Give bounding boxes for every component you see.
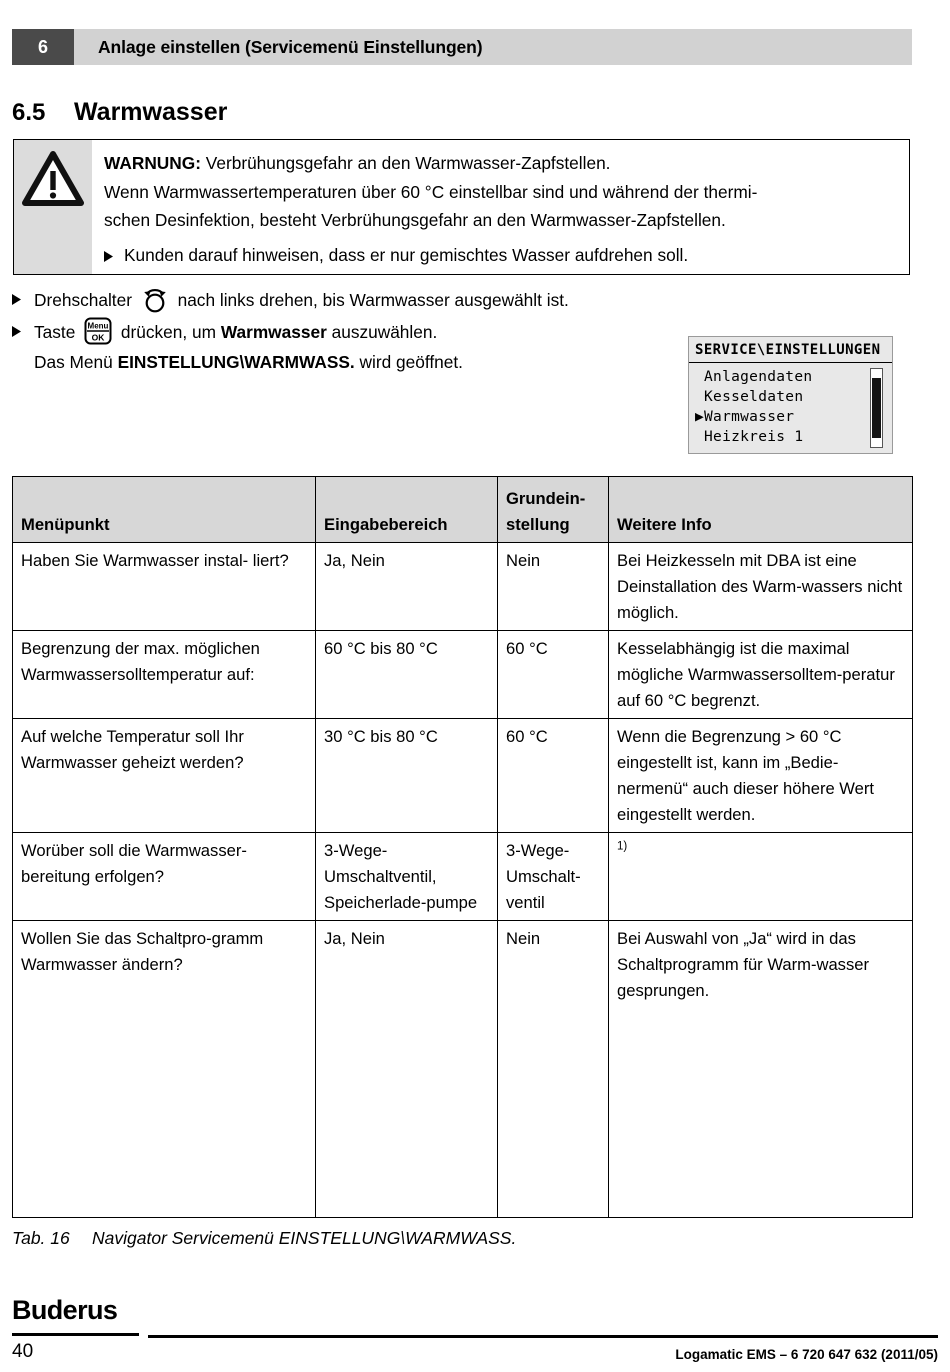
cell-weitere-info: Kesselabhängig ist die maximal mögliche Warmwassersolltem-peratur auf 60 °C begrenzt. xyxy=(609,631,913,719)
section-number: 6.5 xyxy=(12,99,46,126)
cell-grundeinstellung: 3-Wege-Umschalt-ventil xyxy=(498,833,609,921)
triangle-bullet-icon xyxy=(12,326,21,337)
column-header-eingabebereich: Eingabebereich xyxy=(316,477,498,543)
table-row xyxy=(13,833,913,921)
column-header-menupunkt: Menüpunkt xyxy=(13,477,316,543)
table-row xyxy=(13,719,913,833)
footer-document-reference: Logamatic EMS – 6 720 647 632 (2011/05) xyxy=(675,1347,938,1362)
warning-action-bullet xyxy=(104,241,897,270)
menu-ok-button-icon xyxy=(83,317,113,345)
step2-post-b: auszuwählen. xyxy=(326,322,438,342)
table-caption-text: Navigator Servicemenü EINSTELLUNG\WARMWASS. xyxy=(92,1228,517,1248)
table-header-row xyxy=(13,477,913,543)
lcd-menu-list xyxy=(689,363,892,447)
cell-grundeinstellung: 60 °C xyxy=(498,631,609,719)
table-head xyxy=(13,477,913,543)
lcd-scrollbar[interactable] xyxy=(870,368,883,448)
lcd-menu-item[interactable]: Heizkreis 1 xyxy=(695,429,804,445)
cell-weitere-info: Wenn die Begrenzung > 60 °C eingestellt ist, kann im „Bedie-nermenü“ auch dieser höhere Wert eingestellt werden. xyxy=(609,719,913,833)
column-header-weitere-info: Weitere Info xyxy=(609,477,913,543)
triangle-bullet-icon xyxy=(12,294,21,305)
warning-line-1-rest: Verbrühungsgefahr an den Warmwasser-Zapfstellen. xyxy=(200,153,611,173)
lcd-display-mockup xyxy=(688,336,893,454)
cell-weitere-info: Bei Auswahl von „Ja“ wird in das Schaltprogramm für Warm-wasser gesprungen. xyxy=(609,921,913,1218)
cell-eingabebereich: 3-Wege-Umschaltventil, Speicherlade-pumpe xyxy=(316,833,498,921)
table-row xyxy=(13,921,913,1218)
cell-grundeinstellung: 60 °C xyxy=(498,719,609,833)
warning-line-2: Wenn Warmwassertemperaturen über 60 °C einstellbar sind und während der thermi- xyxy=(104,181,758,202)
column-header-grundeinstellung-line1: Grundein- xyxy=(506,489,586,508)
cell-grundeinstellung: Nein xyxy=(498,921,609,1218)
lcd-title-bar: SERVICE\EINSTELLUNGEN xyxy=(689,337,892,363)
page-footer xyxy=(0,1295,950,1372)
brand-logo: Buderus xyxy=(12,1295,118,1325)
section-heading xyxy=(12,98,227,127)
svg-text:Menu: Menu xyxy=(87,321,109,331)
page-running-header xyxy=(12,29,912,65)
column-header-grundeinstellung xyxy=(498,477,609,543)
cell-eingabebereich: Ja, Nein xyxy=(316,543,498,631)
instruction-step-2 xyxy=(12,317,692,377)
table-body xyxy=(13,543,913,1218)
step2-line2-pre: Das Menü xyxy=(34,352,118,373)
instruction-step-2-text xyxy=(34,317,463,377)
lcd-menu-item[interactable]: Kesseldaten xyxy=(695,389,804,405)
running-header-title: Anlage einstellen (Servicemenü Einstellungen) xyxy=(98,36,483,57)
step2-pre-text: Taste xyxy=(34,322,81,342)
table-caption-label: Tab. 16 xyxy=(12,1228,70,1248)
warning-triangle-icon xyxy=(22,150,84,208)
table-row xyxy=(13,543,913,631)
section-title: Warmwasser xyxy=(74,98,228,126)
chapter-number-badge: 6 xyxy=(12,29,74,65)
instruction-step-1-text xyxy=(34,285,569,315)
step1-post-text: nach links drehen, bis Warmwasser ausgewählt ist. xyxy=(172,290,569,310)
warning-icon-panel xyxy=(14,140,92,274)
lcd-menu-item-selected[interactable]: ▶Warmwasser xyxy=(695,409,795,425)
warning-callout-box xyxy=(13,139,910,275)
cell-menupunkt: Worüber soll die Warmwasser-bereitung erfolgen? xyxy=(13,833,316,921)
brand-underline xyxy=(12,1333,139,1336)
lcd-scrollbar-thumb[interactable] xyxy=(872,378,881,438)
cell-weitere-info xyxy=(609,833,913,921)
step2-line2-menu-path: EINSTELLUNG\WARMWASS. xyxy=(117,352,355,373)
warning-text-body xyxy=(92,140,909,274)
rotary-knob-icon xyxy=(140,286,170,313)
instruction-step-2-line-2 xyxy=(34,347,463,377)
warning-label: WARNUNG: xyxy=(104,153,201,173)
cell-menupunkt: Auf welche Temperatur soll Ihr Warmwasser geheizt werden? xyxy=(13,719,316,833)
settings-table xyxy=(12,476,913,1218)
table-caption xyxy=(12,1228,516,1249)
step2-bold-term: Warmwasser xyxy=(220,322,327,342)
table-row xyxy=(13,631,913,719)
instruction-step-2-line-1 xyxy=(34,317,463,347)
cell-weitere-info: Bei Heizkesseln mit DBA ist eine Deinstallation des Warm-wassers nicht möglich. xyxy=(609,543,913,631)
instruction-step-1 xyxy=(12,285,692,315)
step2-post-a: drücken, um xyxy=(116,322,221,342)
cell-menupunkt: Wollen Sie das Schaltpro-gramm Warmwasser ändern? xyxy=(13,921,316,1218)
footer-divider-rule xyxy=(148,1335,938,1338)
warning-bullet-text: Kunden darauf hinweisen, dass er nur gemischtes Wasser aufdrehen soll. xyxy=(124,244,689,265)
cell-grundeinstellung: Nein xyxy=(498,543,609,631)
lcd-menu-item[interactable]: Anlagendaten xyxy=(695,369,813,385)
step2-line2-post: wird geöffnet. xyxy=(354,352,463,373)
cell-eingabebereich: 60 °C bis 80 °C xyxy=(316,631,498,719)
cell-eingabebereich: 30 °C bis 80 °C xyxy=(316,719,498,833)
page-number: 40 xyxy=(12,1341,34,1362)
instruction-steps xyxy=(12,285,692,379)
cell-eingabebereich: Ja, Nein xyxy=(316,921,498,1218)
column-header-grundeinstellung-line2: stellung xyxy=(506,515,570,534)
triangle-bullet-icon xyxy=(104,251,113,262)
warning-line-3: schen Desinfektion, besteht Verbrühungsgefahr an den Warmwasser-Zapfstellen. xyxy=(104,210,726,230)
cell-menupunkt: Begrenzung der max. möglichen Warmwassersolltemperatur auf: xyxy=(13,631,316,719)
svg-text:OK: OK xyxy=(91,332,105,343)
cell-menupunkt: Haben Sie Warmwasser instal- liert? xyxy=(13,543,316,631)
footnote-marker: 1) xyxy=(617,840,628,853)
warning-line-1 xyxy=(104,149,897,178)
step1-pre-text: Drehschalter xyxy=(34,290,137,310)
